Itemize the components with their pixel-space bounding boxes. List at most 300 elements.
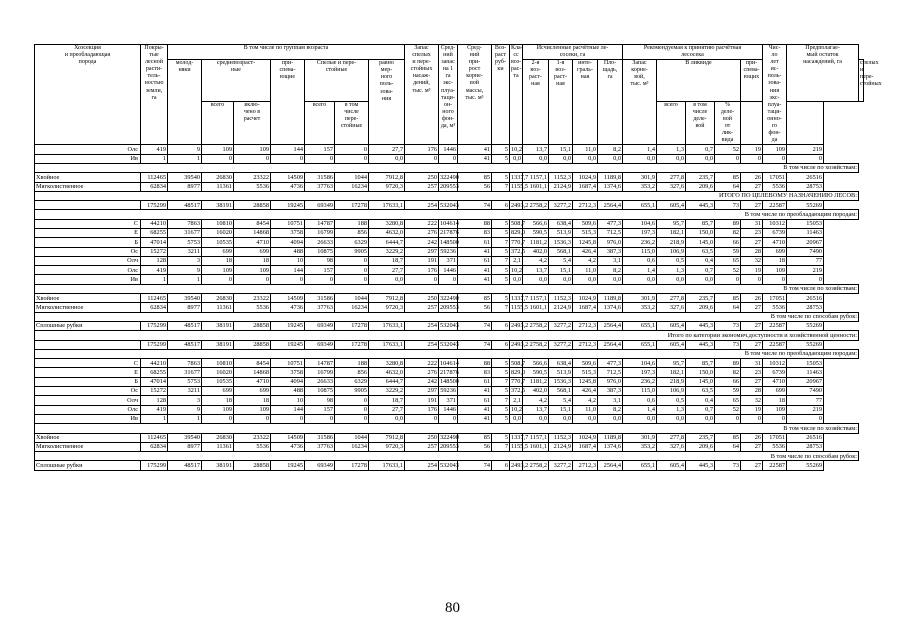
- table-cell: 856: [335, 228, 369, 237]
- table-cell: 5: [492, 368, 510, 377]
- table-cell: 37763: [305, 303, 335, 312]
- table-cell: 488: [271, 387, 305, 396]
- table-cell: 15053: [787, 359, 824, 368]
- table-cell: 699: [202, 387, 234, 396]
- table-cell: 26: [741, 173, 763, 182]
- table-cell: 508,7: [511, 359, 526, 367]
- section-label: В том числе по способам рубок:: [35, 312, 859, 321]
- table-cell: 26516: [787, 433, 824, 442]
- table-cell: 712,5: [598, 368, 623, 377]
- table-cell: 5536: [763, 442, 787, 451]
- table-cell: 144: [271, 145, 305, 154]
- table-cell: 5: [492, 219, 510, 228]
- table-cell: 64: [715, 442, 741, 451]
- table-cell: 590,5: [523, 368, 549, 377]
- table-cell: 605,4: [657, 461, 686, 470]
- row-label: Е: [35, 368, 141, 377]
- table-cell: 11361: [202, 303, 234, 312]
- table-cell: 371: [439, 396, 458, 405]
- table-cell: 297: [405, 387, 439, 396]
- table-cell: 62834: [141, 442, 168, 451]
- table-row: [35, 303, 864, 312]
- table-cell: 0: [335, 154, 369, 163]
- table-cell: 157: [305, 405, 335, 414]
- table-cell: 5: [492, 266, 510, 275]
- table-cell: 4,2: [573, 256, 598, 265]
- table-cell: 4736: [271, 442, 305, 451]
- table-cell: 445,3: [686, 340, 715, 349]
- table-cell: 0: [335, 414, 369, 423]
- table-cell: 1687,4: [573, 182, 598, 191]
- table-cell: 41: [458, 414, 492, 423]
- table-cell: 0: [234, 414, 271, 423]
- table-cell: 7490: [787, 247, 824, 256]
- table-cell: 28858: [234, 321, 271, 330]
- row-label: Олс: [35, 266, 141, 275]
- table-cell: 16234: [335, 442, 369, 451]
- table-cell: 0,0: [686, 414, 715, 423]
- table-cell: 47014: [141, 238, 168, 247]
- table-cell: 301,9: [623, 294, 657, 303]
- table-cell: 1181,2: [523, 377, 549, 386]
- table-row: [35, 405, 864, 414]
- table-cell: 1044: [335, 433, 369, 442]
- table-cell: 104,6: [623, 359, 657, 368]
- table-cell: 277,8: [657, 433, 686, 442]
- table-cell: 3277,2: [549, 201, 573, 210]
- table-cell: 5,4: [549, 256, 573, 265]
- table-cell: 297: [405, 247, 439, 256]
- table-cell: 22587: [763, 461, 787, 470]
- table-cell: 5: [492, 387, 510, 396]
- row-label: Олс: [35, 145, 141, 154]
- table-cell: 7912,8: [369, 433, 405, 442]
- table-row: [35, 414, 864, 423]
- table-cell: 236,2: [623, 377, 657, 386]
- table-cell: 17051: [763, 294, 787, 303]
- table-cell: 1337,7: [511, 173, 529, 181]
- table-cell: 638,4: [549, 219, 573, 228]
- table-cell: 89: [715, 359, 741, 368]
- table-cell: 16020: [202, 368, 234, 377]
- table-cell: 2712,3: [573, 321, 598, 330]
- table-cell: 0,5: [657, 396, 686, 405]
- table-cell: 77: [787, 256, 824, 265]
- table-cell: 2564,4: [598, 461, 623, 470]
- table-cell: 254: [405, 321, 439, 330]
- table-cell: 48517: [168, 201, 202, 210]
- table-cell: 82: [715, 228, 741, 237]
- table-cell: 0,0: [623, 414, 657, 423]
- table-cell: 0,0: [549, 275, 573, 284]
- table-cell: 17278: [335, 321, 369, 330]
- table-cell: 17278: [335, 201, 369, 210]
- table-cell: 109: [763, 145, 787, 154]
- table-cell: 109: [234, 145, 271, 154]
- table-cell: 17633,1: [369, 461, 405, 470]
- table-cell: 44210: [141, 359, 168, 368]
- row-label: С: [35, 219, 141, 228]
- table-cell: 976,0: [598, 377, 623, 386]
- table-cell: 27: [741, 377, 763, 386]
- row-label: Хвойное: [35, 433, 141, 442]
- table-cell: 2493,2: [511, 201, 529, 209]
- table-cell: 1152,3: [549, 173, 573, 182]
- table-cell: 26830: [202, 173, 234, 182]
- table-cell: 19: [741, 405, 763, 414]
- table-cell: 6329: [335, 238, 369, 247]
- table-cell: 89: [715, 219, 741, 228]
- table-cell: 188: [335, 219, 369, 228]
- table-cell: 257: [405, 182, 439, 191]
- table-cell: 0: [763, 414, 787, 423]
- table-cell: 15272: [141, 387, 168, 396]
- section-row: [35, 191, 864, 200]
- table-cell: 9: [168, 266, 202, 275]
- table-cell: 0: [271, 275, 305, 284]
- table-cell: 2,1: [510, 256, 523, 265]
- table-cell: 0,0: [623, 154, 657, 163]
- table-cell: 18: [202, 396, 234, 405]
- table-cell: 532043: [440, 201, 459, 209]
- table-cell: 699: [202, 247, 234, 256]
- table-cell: 2564,4: [598, 321, 623, 330]
- table-cell: 18: [202, 256, 234, 265]
- table-cell: 145,0: [686, 377, 715, 386]
- table-cell: 27: [741, 340, 763, 349]
- table-cell: 0: [335, 256, 369, 265]
- table-cell: 55269: [787, 461, 824, 470]
- table-cell: 10535: [202, 238, 234, 247]
- table-cell: 7: [492, 182, 510, 191]
- table-cell: 85: [715, 294, 741, 303]
- table-cell: 15053: [787, 219, 824, 228]
- table-cell: 59236: [440, 248, 456, 256]
- table-cell: 10535: [202, 377, 234, 386]
- table-cell: 1155,5: [511, 443, 529, 451]
- table-cell: 7: [492, 303, 510, 312]
- table-cell: 10: [271, 396, 305, 405]
- section-label: В том числе по хозяйствам:: [35, 424, 859, 433]
- table-cell: 402,0: [523, 247, 549, 256]
- table-cell: 63,5: [686, 247, 715, 256]
- table-cell: 31: [741, 219, 763, 228]
- table-cell: 0,0: [510, 275, 523, 284]
- section-label: В том числе по преобладающим породам:: [35, 210, 859, 219]
- table-cell: 16234: [335, 182, 369, 191]
- table-cell: 5536: [234, 182, 271, 191]
- table-cell: 56: [458, 303, 492, 312]
- table-row: [35, 294, 864, 303]
- table-cell: 27: [741, 182, 763, 191]
- table-cell: 0: [271, 414, 305, 423]
- table-cell: 5: [492, 145, 510, 154]
- table-cell: 41: [458, 387, 492, 396]
- table-cell: 655,1: [623, 201, 657, 210]
- table-cell: 1601,1: [523, 303, 549, 312]
- table-cell: 14868: [234, 368, 271, 377]
- table-cell: 128: [141, 396, 168, 405]
- header-cell: Сред- ний при- рост корне- вой массы, тыс. м³: [458, 45, 492, 145]
- table-cell: 95,7: [657, 359, 686, 368]
- table-cell: 28753: [787, 303, 824, 312]
- table-cell: 191: [405, 396, 439, 405]
- table-cell: 0,0: [686, 275, 715, 284]
- table-row: [35, 154, 864, 163]
- table-cell: 0: [202, 414, 234, 423]
- table-cell: 83: [458, 368, 492, 377]
- table-cell: 4632,0: [369, 228, 405, 237]
- table-cell: 69349: [305, 201, 335, 210]
- table-cell: 17278: [335, 340, 369, 349]
- table-cell: 2493,2: [511, 322, 529, 330]
- table-cell: 22587: [763, 340, 787, 349]
- header-subcell: инте- граль- ная: [573, 60, 598, 145]
- table-cell: 590,5: [523, 228, 549, 237]
- table-cell: 568,1: [549, 247, 573, 256]
- table-cell: 1152,3: [549, 433, 573, 442]
- header-cell: Кла- сс воз- рас- та: [510, 45, 523, 145]
- table-cell: 5536: [234, 442, 271, 451]
- table-cell: 1: [141, 275, 168, 284]
- table-cell: 15,1: [549, 266, 573, 275]
- table-cell: 85: [715, 173, 741, 182]
- table-cell: 52: [715, 266, 741, 275]
- table-cell: 175299: [141, 321, 168, 330]
- header-subcell: 1-я воз- раст- ная: [549, 60, 573, 145]
- table-cell: 2493,2: [511, 340, 529, 348]
- row-label: Хвойное: [35, 173, 141, 182]
- table-cell: 1337,7: [511, 294, 529, 302]
- table-cell: 16020: [202, 228, 234, 237]
- table-cell: 10875: [305, 247, 335, 256]
- table-cell: 85: [458, 173, 492, 182]
- table-cell: 1,3: [657, 266, 686, 275]
- table-cell: 26633: [305, 377, 335, 386]
- header-subsubcell: в том числе пере- стойные: [335, 101, 369, 145]
- table-cell: 2758,2: [523, 321, 549, 330]
- table-cell: 5: [492, 154, 510, 163]
- table-cell: 2124,9: [549, 182, 573, 191]
- table-cell: 0: [335, 396, 369, 405]
- section-row: [35, 163, 864, 172]
- table-cell: 4,2: [523, 256, 549, 265]
- table-cell: 63,5: [686, 387, 715, 396]
- header-subsubcell: [741, 101, 763, 145]
- table-cell: 55269: [787, 340, 824, 349]
- table-cell: 5: [492, 275, 510, 284]
- row-label: Б: [35, 377, 141, 386]
- table-cell: 2712,3: [573, 201, 598, 210]
- table-cell: 9: [168, 405, 202, 414]
- table-cell: 197,3: [623, 368, 657, 377]
- table-row: [35, 173, 864, 182]
- table-cell: 10751: [271, 359, 305, 368]
- header-subsubcell: в том числе деле- вой: [686, 101, 715, 145]
- table-cell: 419: [141, 145, 168, 154]
- table-cell: 41: [458, 275, 492, 284]
- table-cell: 31586: [305, 433, 335, 442]
- table-cell: 322490: [440, 433, 459, 441]
- table-cell: 27: [741, 321, 763, 330]
- table-cell: 0,0: [573, 275, 598, 284]
- table-cell: 770,7: [511, 238, 526, 246]
- header-cell: Сред- ний запас на 1 га экс- плуа- таци- он- ного фон- да, м³: [439, 45, 458, 145]
- table-cell: 31677: [168, 368, 202, 377]
- table-cell: 85: [715, 433, 741, 442]
- table-cell: 28: [741, 247, 763, 256]
- table-cell: 11463: [787, 368, 824, 377]
- section-row: [35, 312, 864, 321]
- table-cell: 6444,7: [369, 238, 405, 247]
- table-cell: 27: [741, 442, 763, 451]
- table-cell: 0,0: [657, 275, 686, 284]
- table-cell: 566,6: [523, 359, 549, 368]
- table-cell: 19: [741, 145, 763, 154]
- table-cell: 5753: [168, 238, 202, 247]
- row-label: Е: [35, 228, 141, 237]
- table-cell: 13,7: [523, 266, 549, 275]
- header-cell: Хозсекция и преобладающая порода: [35, 45, 141, 145]
- table-cell: 209,6: [686, 182, 715, 191]
- table-cell: 112465: [141, 433, 168, 442]
- table-cell: 1601,1: [523, 442, 549, 451]
- table-cell: 10810: [202, 219, 234, 228]
- table-cell: 1,3: [657, 405, 686, 414]
- table-cell: 176: [405, 145, 439, 154]
- table-cell: 3280,8: [369, 359, 405, 368]
- table-cell: 59: [715, 387, 741, 396]
- table-cell: 175299: [141, 461, 168, 470]
- header-subcell: средневозраст- ные: [202, 60, 271, 102]
- table-cell: 17633,1: [369, 340, 405, 349]
- table-cell: 8977: [168, 182, 202, 191]
- table-cell: 7: [492, 377, 510, 386]
- table-cell: 17051: [763, 433, 787, 442]
- table-cell: 8,2: [598, 405, 623, 414]
- table-cell: 61: [458, 396, 492, 405]
- table-cell: 0: [741, 414, 763, 423]
- table-cell: 15,1: [549, 145, 573, 154]
- header-subcell: при- спева- ющих: [741, 60, 763, 102]
- table-cell: 655,1: [623, 340, 657, 349]
- header-cell: В том числе по группам возраста: [168, 45, 405, 60]
- forest-harvest-table: [34, 44, 882, 471]
- table-cell: 0: [271, 154, 305, 163]
- table-cell: 109: [763, 266, 787, 275]
- table-cell: 3,1: [598, 396, 623, 405]
- header-cell: Покры- тые лесной расти- тель- ностью земли, га: [141, 45, 168, 145]
- table-cell: 219: [787, 405, 824, 414]
- table-cell: 829,0: [511, 368, 526, 376]
- table-cell: 13,7: [523, 145, 549, 154]
- table-cell: 109: [202, 145, 234, 154]
- section-label: В том числе по хозяйствам:: [35, 163, 859, 172]
- table-cell: 235,7: [686, 294, 715, 303]
- table-cell: 0,0: [657, 414, 686, 423]
- table-cell: 61: [458, 256, 492, 265]
- table-cell: 27: [741, 238, 763, 247]
- table-cell: 699: [763, 247, 787, 256]
- table-cell: 5: [492, 294, 510, 303]
- table-cell: 217876: [440, 368, 459, 376]
- table-cell: 8977: [168, 303, 202, 312]
- table-cell: 254: [405, 201, 439, 210]
- table-cell: 3229,2: [369, 387, 405, 396]
- header-subcell: равно мер- ного поль- зова- ния: [369, 60, 405, 145]
- table-cell: 0: [234, 154, 271, 163]
- table-cell: 65: [715, 396, 741, 405]
- table-cell: 98: [305, 396, 335, 405]
- table-cell: 8977: [168, 442, 202, 451]
- table-cell: 19245: [271, 201, 305, 210]
- table-cell: 1446: [439, 145, 458, 154]
- table-row: [35, 247, 864, 256]
- table-cell: 0,0: [573, 154, 598, 163]
- table-cell: 532043: [440, 461, 459, 469]
- table-cell: 0: [202, 275, 234, 284]
- table-cell: 6: [492, 461, 510, 470]
- row-label: Олс: [35, 405, 141, 414]
- table-cell: 250: [405, 433, 439, 442]
- table-cell: 4710: [763, 238, 787, 247]
- table-cell: 515,3: [573, 228, 598, 237]
- table-cell: 4710: [763, 377, 787, 386]
- table-cell: 0,0: [523, 275, 549, 284]
- table-cell: 276: [405, 228, 439, 237]
- table-cell: 176: [405, 266, 439, 275]
- table-cell: 109: [763, 405, 787, 414]
- table-cell: 4094: [271, 238, 305, 247]
- table-cell: 37763: [305, 182, 335, 191]
- table-cell: 371: [439, 256, 458, 265]
- table-row: [35, 377, 864, 386]
- table-cell: 22587: [763, 201, 787, 210]
- table-cell: 0,0: [598, 414, 623, 423]
- table-cell: 28753: [787, 442, 824, 451]
- table-cell: 3277,2: [549, 461, 573, 470]
- table-cell: 209553: [440, 182, 459, 190]
- table-cell: 209,6: [686, 442, 715, 451]
- table-cell: 56: [458, 442, 492, 451]
- table-cell: 419: [141, 405, 168, 414]
- table-cell: 74: [458, 461, 492, 470]
- table-cell: 1,4: [623, 145, 657, 154]
- table-cell: 5536: [763, 303, 787, 312]
- table-cell: 712,5: [598, 228, 623, 237]
- row-label: [35, 201, 141, 210]
- table-cell: 222: [405, 359, 439, 368]
- table-cell: 109: [202, 405, 234, 414]
- table-cell: 66: [715, 377, 741, 386]
- table-cell: 568,1: [549, 387, 573, 396]
- section-row: [35, 452, 864, 461]
- table-cell: 1189,8: [598, 173, 623, 182]
- table-cell: 10875: [305, 387, 335, 396]
- table-cell: 0,0: [573, 414, 598, 423]
- table-cell: 10312: [763, 359, 787, 368]
- table-cell: 2493,2: [511, 461, 529, 469]
- table-cell: 1157,1: [523, 294, 549, 303]
- table-cell: 217876: [440, 229, 459, 237]
- table-row: [35, 461, 864, 470]
- table-cell: 0,0: [598, 275, 623, 284]
- table-cell: 61: [458, 238, 492, 247]
- table-row: [35, 182, 864, 191]
- table-cell: 1337,7: [511, 433, 529, 441]
- table-cell: 69349: [305, 461, 335, 470]
- table-cell: 17051: [763, 173, 787, 182]
